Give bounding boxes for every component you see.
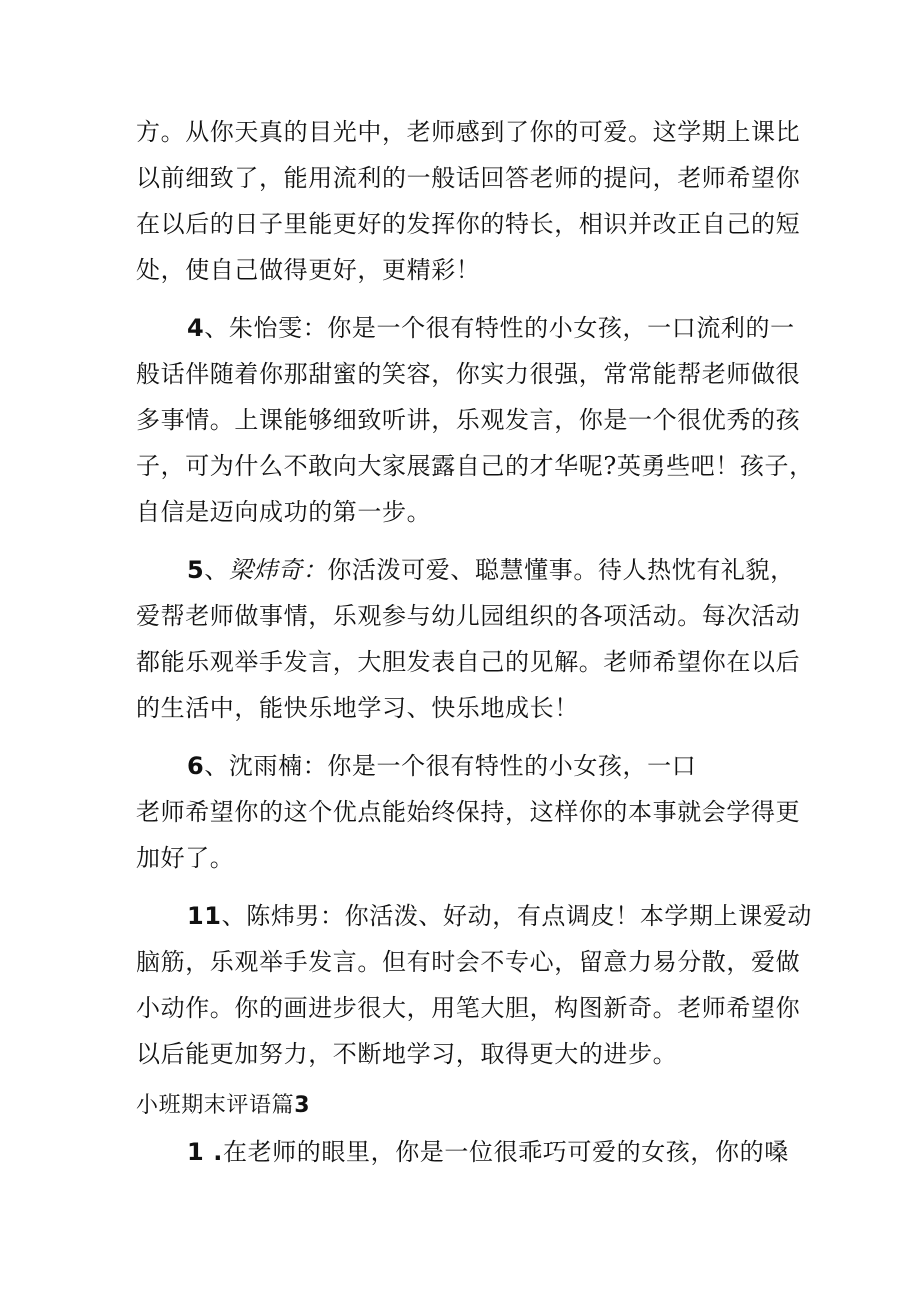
paragraph-line: 都能乐观举手发言，大胆发表自己的见解。老师希望你在以后 bbox=[136, 648, 801, 676]
entry-text: 朱怡雯：你是一个很有特性的小女孩，一口流利的一 bbox=[228, 314, 795, 342]
entry-name: 梁炜奇： bbox=[228, 556, 328, 584]
entry-number: 6 bbox=[187, 752, 205, 780]
entry-1-first-line bbox=[187, 1137, 789, 1167]
paragraph-line: 在以后的日子里能更好的发挥你的特长，相识并改正自己的短 bbox=[136, 210, 801, 238]
entry-separator: 、 bbox=[204, 556, 229, 584]
paragraph-line: 爱帮老师做事情，乐观参与幼儿园组织的各项活动。每次活动 bbox=[136, 602, 801, 630]
section-heading bbox=[136, 1091, 310, 1121]
entry-number: 11 bbox=[187, 902, 222, 930]
entry-separator: . bbox=[204, 1138, 223, 1166]
paragraph-line: 老师希望你的这个优点能始终保持，这样你的本事就会学得更 bbox=[136, 798, 801, 826]
paragraph-line: 脑筋，乐观举手发言。但有时会不专心，留意力易分散，爱做 bbox=[136, 948, 801, 976]
paragraph-line: 多事情。上课能够细致听讲，乐观发言，你是一个很优秀的孩 bbox=[136, 406, 801, 434]
entry-11-first-line bbox=[187, 901, 812, 931]
paragraph-line: 自信是迈向成功的第一步。 bbox=[136, 498, 432, 526]
entry-separator: 、 bbox=[204, 752, 229, 780]
entry-text: 陈炜男：你活泼、好动，有点调皮！本学期上课爱动 bbox=[246, 902, 813, 930]
section-title: 小班期末评语篇 bbox=[136, 1093, 295, 1118]
entry-separator: 、 bbox=[204, 314, 229, 342]
paragraph-line: 以前细致了，能用流利的一般话回答老师的提问，老师希望你 bbox=[136, 164, 801, 192]
entry-separator: 、 bbox=[221, 902, 247, 930]
entry-4-first-line bbox=[187, 313, 795, 343]
section-number: 3 bbox=[294, 1093, 311, 1118]
entry-number: 1 bbox=[187, 1138, 205, 1166]
paragraph-line: 加好了。 bbox=[136, 844, 235, 872]
paragraph-line: 的生活中，能快乐地学习、快乐地成长！ bbox=[136, 694, 579, 722]
paragraph-line: 小动作。你的画进步很大，用笔大胆，构图新奇。老师希望你 bbox=[136, 994, 801, 1022]
entry-text: 你活泼可爱、聪慧懂事。待人热忱有礼貌， bbox=[327, 556, 795, 584]
entry-6-first-line bbox=[187, 751, 696, 781]
paragraph-line: 子，可为什么不敢向大家展露自己的才华呢?英勇些吧！孩子， bbox=[136, 452, 814, 480]
entry-5-first-line bbox=[187, 555, 795, 585]
paragraph-line: 以后能更加努力，不断地学习，取得更大的进步。 bbox=[136, 1040, 678, 1068]
paragraph-line: 处，使自己做得更好，更精彩！ bbox=[136, 256, 481, 284]
entry-number: 5 bbox=[187, 556, 205, 584]
entry-text: 在老师的眼里，你是一位很乖巧可爱的女孩，你的嗓 bbox=[223, 1138, 789, 1166]
paragraph-line: 方。从你天真的目光中，老师感到了你的可爱。这学期上课比 bbox=[136, 118, 801, 146]
entry-text: 沈雨楠：你是一个很有特性的小女孩，一口 bbox=[228, 752, 697, 780]
paragraph-line: 般话伴随着你那甜蜜的笑容，你实力很强，常常能帮老师做很 bbox=[136, 360, 801, 388]
entry-number: 4 bbox=[187, 314, 205, 342]
